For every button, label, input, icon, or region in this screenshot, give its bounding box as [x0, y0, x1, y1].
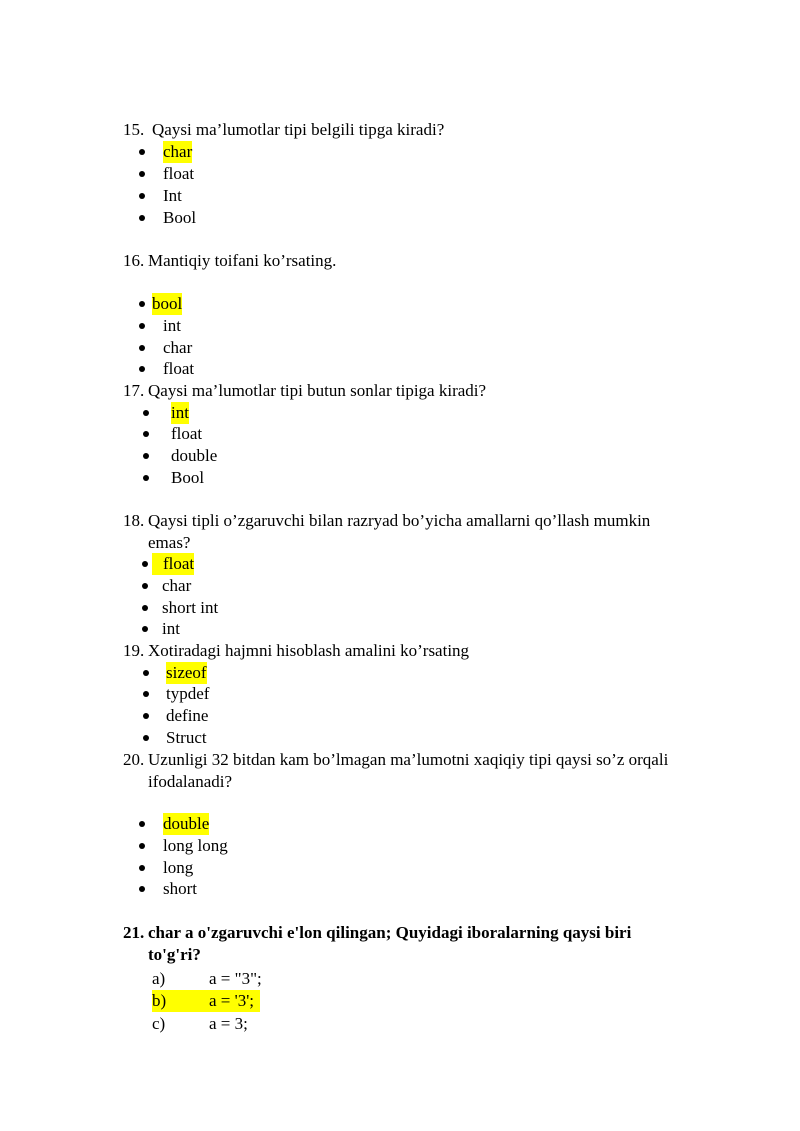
- option-text: float: [171, 424, 203, 443]
- bullet-icon: [143, 713, 149, 719]
- bullet-icon: [139, 821, 145, 827]
- option-text-answer: bool: [152, 294, 183, 313]
- question-text: Xotiradagi hajmni hisoblash amalini ko’rsating: [148, 641, 470, 660]
- question-text: emas?: [148, 533, 191, 552]
- bullet-icon: [143, 431, 149, 437]
- option-letter: c): [152, 1014, 166, 1033]
- question-number: 18.: [123, 511, 145, 530]
- bullet-icon: [142, 583, 148, 589]
- question-text: Qaysi tipli o’zgaruvchi bilan razryad bo’yicha amallarni qo’llash mumkin: [148, 511, 651, 530]
- option-text: a = "3";: [209, 969, 262, 988]
- bullet-icon: [139, 215, 145, 221]
- bullet-icon: [143, 410, 149, 416]
- option-letter: b): [152, 991, 167, 1010]
- bullet-icon: [143, 735, 149, 741]
- option-text: int: [163, 316, 181, 335]
- option-text: long long: [163, 836, 228, 855]
- option-text: Struct: [166, 728, 207, 747]
- option-text: Int: [163, 186, 182, 205]
- question-text: Mantiqiy toifani ko’rsating.: [148, 251, 337, 270]
- option-text-answer: char: [163, 142, 193, 161]
- option-letter: a): [152, 969, 166, 988]
- option-text: double: [171, 446, 218, 465]
- bullet-icon: [143, 475, 149, 481]
- question-text: Qaysi ma’lumotlar tipi belgili tipga kiradi?: [152, 120, 445, 139]
- question-text: Uzunligi 32 bitdan kam bo’lmagan ma’lumotni xaqiqiy tipi qaysi so’z orqali: [148, 750, 669, 769]
- option-text: float: [163, 359, 195, 378]
- question-number: 19.: [123, 641, 145, 660]
- bullet-icon: [139, 301, 145, 307]
- option-text: define: [166, 706, 209, 725]
- question-text: to'g'ri?: [148, 945, 201, 964]
- bullet-icon: [142, 561, 148, 567]
- question-number: 20.: [123, 750, 145, 769]
- bullet-icon: [139, 865, 145, 871]
- option-text-answer: sizeof: [166, 663, 207, 682]
- bullet-icon: [139, 323, 145, 329]
- option-text: char: [163, 338, 193, 357]
- option-text: short: [163, 879, 197, 898]
- bullet-icon: [139, 149, 145, 155]
- option-text: a = 3;: [209, 1014, 248, 1033]
- bullet-icon: [139, 843, 145, 849]
- bullet-icon: [143, 453, 149, 459]
- question-number: 16.: [123, 251, 145, 270]
- bullet-icon: [139, 886, 145, 892]
- option-text-answer: float: [152, 553, 194, 575]
- option-text: short int: [162, 598, 219, 617]
- option-text: long: [163, 858, 194, 877]
- bullet-icon: [142, 605, 148, 611]
- option-text: Bool: [171, 468, 205, 487]
- bullet-icon: [143, 691, 149, 697]
- bullet-icon: [143, 670, 149, 676]
- option-text: char: [162, 576, 192, 595]
- question-text: char a o'zgaruvchi e'lon qilingan; Quyidagi iboralarning qaysi biri: [148, 923, 632, 942]
- question-number: 15.: [123, 120, 145, 139]
- option-text: typdef: [166, 684, 210, 703]
- option-text: int: [162, 619, 180, 638]
- question-number: 21.: [123, 923, 145, 942]
- option-text-answer: int: [171, 403, 189, 422]
- question-number: 17.: [123, 381, 145, 400]
- option-text-answer: a = '3';: [209, 991, 254, 1010]
- option-text-answer: double: [163, 814, 210, 833]
- bullet-icon: [139, 366, 145, 372]
- bullet-icon: [139, 193, 145, 199]
- bullet-icon: [139, 171, 145, 177]
- question-text: ifodalanadi?: [148, 772, 233, 791]
- option-text: Bool: [163, 208, 197, 227]
- bullet-icon: [142, 626, 148, 632]
- option-text: float: [163, 164, 195, 183]
- bullet-icon: [139, 345, 145, 351]
- question-text: Qaysi ma’lumotlar tipi butun sonlar tipiga kiradi?: [148, 381, 487, 400]
